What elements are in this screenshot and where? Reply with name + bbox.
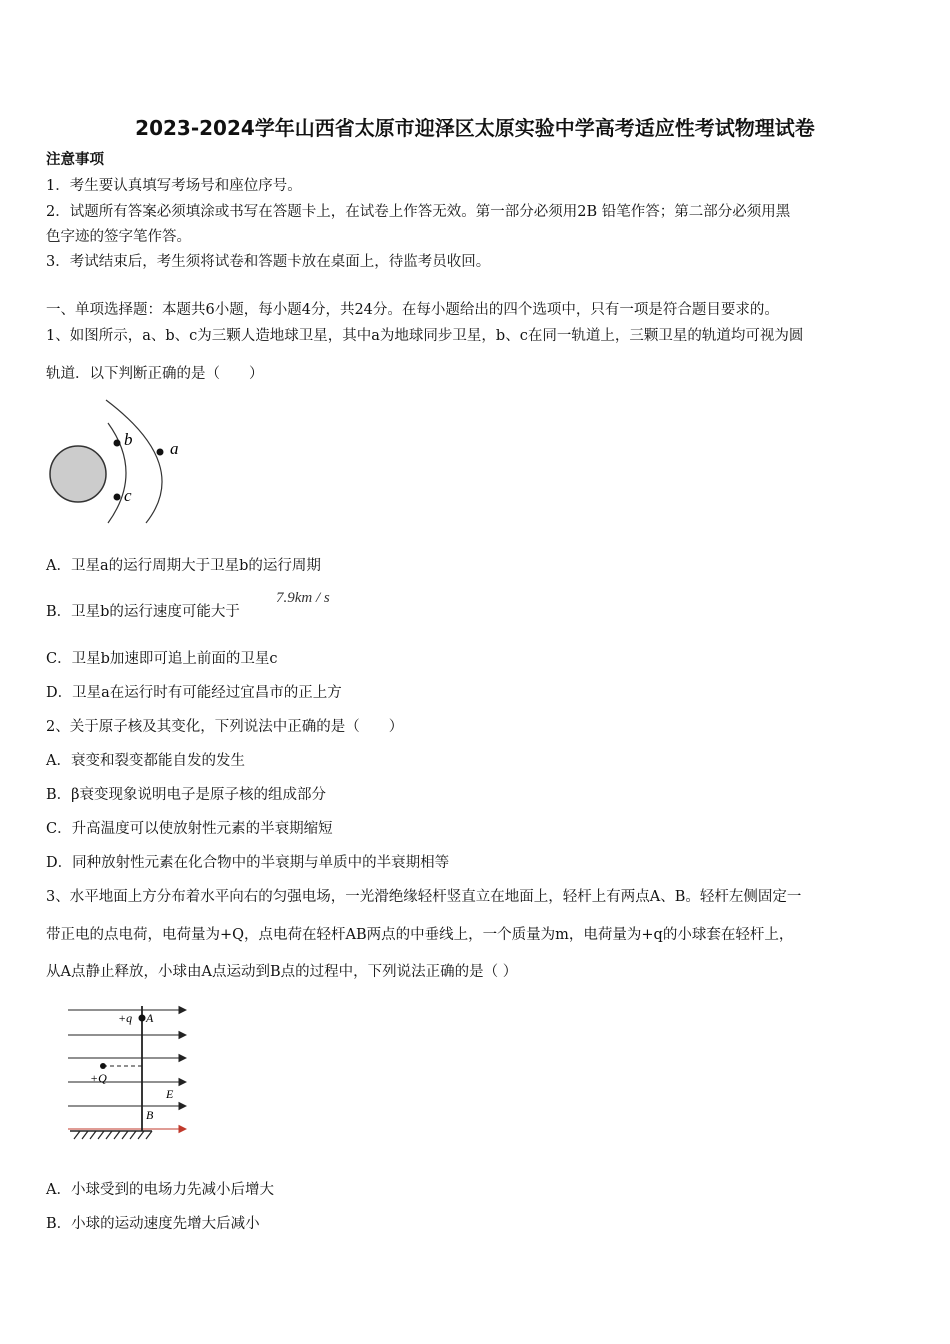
label-c: c bbox=[124, 486, 132, 505]
orbit-a bbox=[106, 400, 162, 523]
q3-option-b: B．小球的运动速度先增大后减小 bbox=[46, 1216, 260, 1232]
satellite-a-dot bbox=[157, 449, 164, 456]
q3-stem-line1: 3、水平地面上方分布着水平向右的匀强电场，一光滑绝缘轻杆竖直立在地面上，轻杆上有两点A、B。轻杆左侧固定一 bbox=[46, 889, 802, 905]
label-a: a bbox=[170, 439, 179, 458]
earth-shape bbox=[50, 446, 106, 502]
label-plus-q: +q bbox=[118, 1011, 133, 1025]
label-plus-Q: +Q bbox=[90, 1071, 107, 1085]
satellite-b-dot bbox=[114, 440, 121, 447]
satellite-c-dot bbox=[114, 494, 121, 501]
q3-option-a: A．小球受到的电场力先减小后增大 bbox=[46, 1182, 274, 1198]
speed-formula: 7.9km / s bbox=[276, 590, 330, 606]
page-title: 2023-2024学年山西省太原市迎泽区太原实验中学高考适应性考试物理试卷 bbox=[135, 116, 815, 140]
q2-option-b: B．β衰变现象说明电子是原子核的组成部分 bbox=[46, 787, 327, 803]
q1-stem-line1: 1、如图所示，a、b、c为三颗人造地球卫星，其中a为地球同步卫星，b、c在同一轨道上，三颗卫星的轨道均可视为圆 bbox=[46, 328, 804, 344]
ball-dot bbox=[139, 1015, 146, 1022]
q2-option-a: A．衰变和裂变都能自发的发生 bbox=[46, 753, 245, 769]
point-charge-dot bbox=[100, 1063, 106, 1069]
notice-item: 1．考生要认真填写考场号和座位序号。 bbox=[46, 178, 302, 194]
label-E: E bbox=[166, 1087, 174, 1101]
electric-field-figure bbox=[60, 998, 205, 1146]
q3-stem-line3: 从A点静止释放，小球由A点运动到B点的过程中，下列说法正确的是（ ） bbox=[46, 964, 518, 980]
q1-stem-line2: 轨道．以下判断正确的是（ ） bbox=[46, 366, 264, 382]
ground-hatch bbox=[74, 1131, 152, 1139]
label-B: B bbox=[146, 1108, 154, 1122]
notice-item: 色字迹的签字笔作答。 bbox=[46, 229, 191, 245]
notice-item: 2．试题所有答案必须填涂或书写在答题卡上，在试卷上作答无效。第一部分必须用2B 铅笔作答；第二部分必须用黑 bbox=[46, 204, 791, 220]
q1-option-a: A．卫星a的运行周期大于卫星b的运行周期 bbox=[46, 558, 321, 574]
q1-option-b: B．卫星b的运行速度可能大于 bbox=[46, 604, 240, 620]
q2-option-d: D．同种放射性元素在化合物中的半衰期与单质中的半衰期相等 bbox=[46, 855, 450, 871]
label-b: b bbox=[124, 430, 133, 449]
q1-option-c: C．卫星b加速即可追上前面的卫星c bbox=[46, 651, 278, 667]
section-heading: 一、单项选择题：本题共6小题，每小题4分，共24分。在每小题给出的四个选项中，只有一项是符合题目要求的。 bbox=[46, 302, 779, 318]
label-A: A bbox=[146, 1011, 154, 1025]
q3-stem-line2: 带正电的点电荷，电荷量为+Q，点电荷在轻杆AB两点的中垂线上，一个质量为m，电荷量为+q的小球套在轻杆上， bbox=[46, 927, 794, 943]
q2-option-c: C．升高温度可以使放射性元素的半衰期缩短 bbox=[46, 821, 333, 837]
q1-option-d: D．卫星a在运行时有可能经过宜昌市的正上方 bbox=[46, 685, 342, 701]
satellite-orbit-figure bbox=[44, 395, 204, 530]
q2-stem: 2、关于原子核及其变化，下列说法中正确的是（ ） bbox=[46, 719, 404, 735]
notice-heading: 注意事项 bbox=[46, 151, 104, 168]
notice-item: 3．考试结束后，考生须将试卷和答题卡放在桌面上，待监考员收回。 bbox=[46, 254, 491, 270]
